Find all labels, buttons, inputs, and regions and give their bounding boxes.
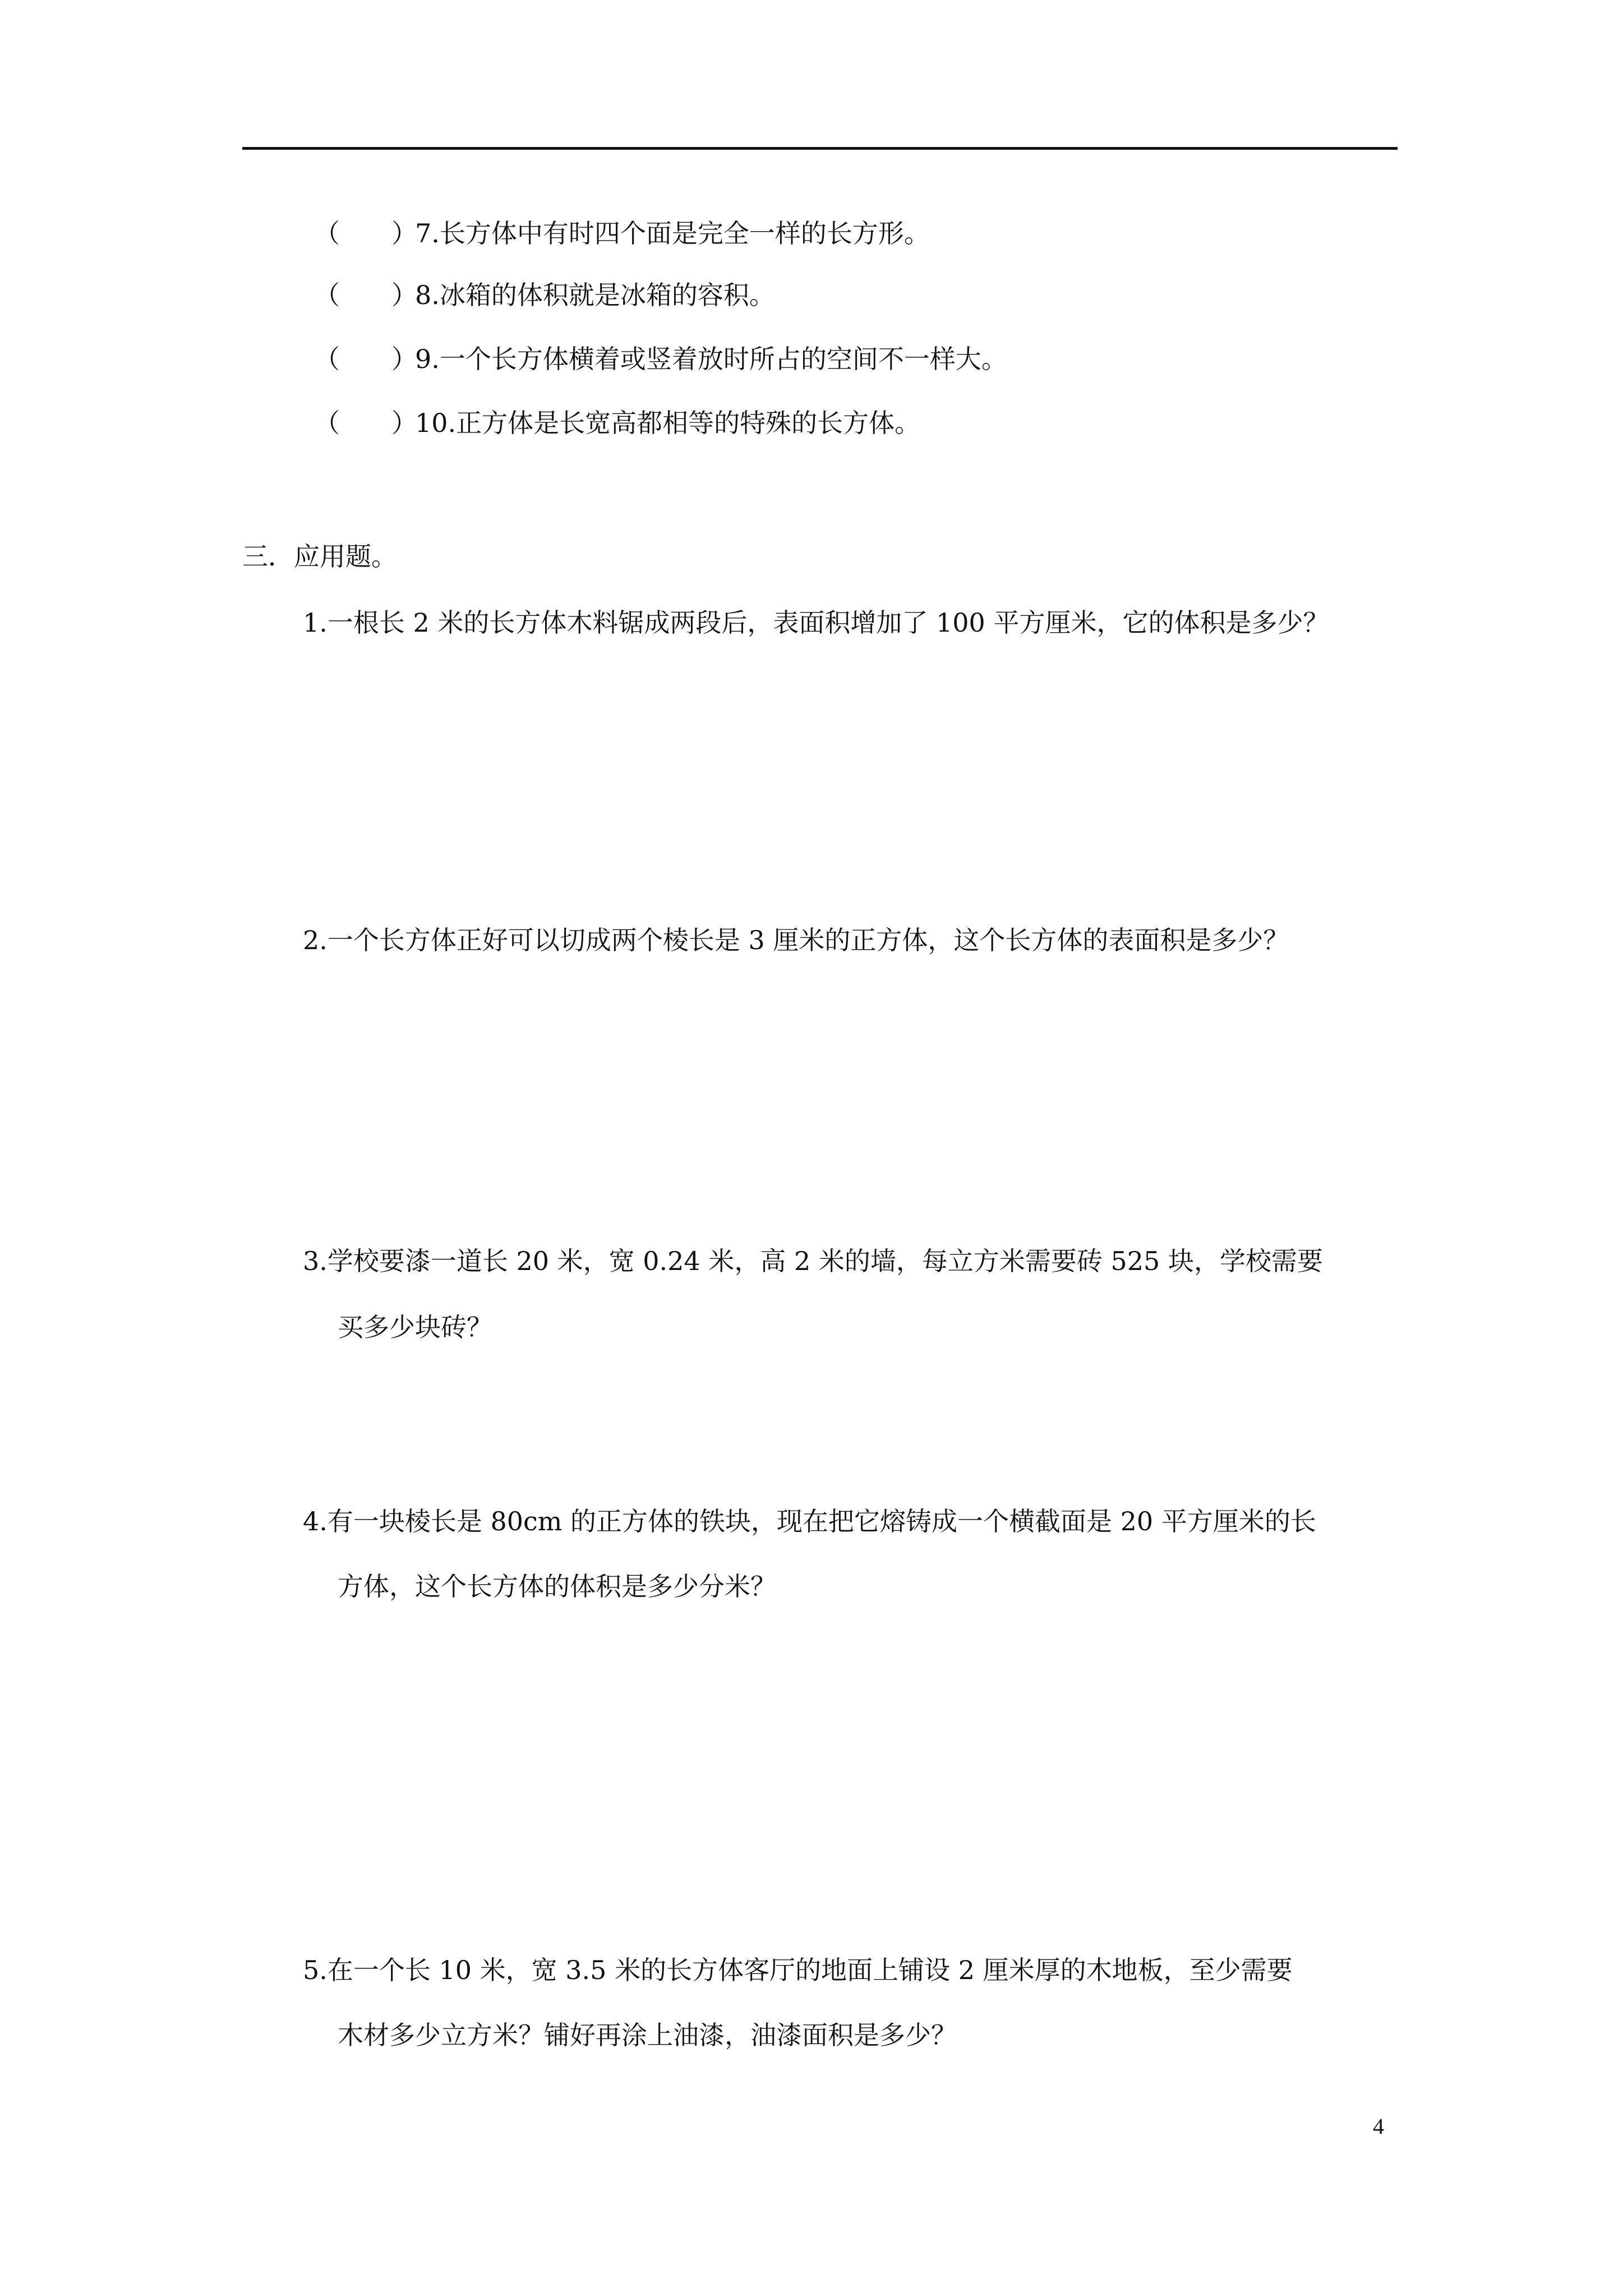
judgement-item-10 [314, 406, 920, 440]
answer-blank[interactable]: （ ） [314, 344, 417, 374]
question-3-continued: 买多少块砖？ [338, 1312, 492, 1342]
judgement-text: 8.冰箱的体积就是冰箱的容积。 [415, 280, 775, 310]
judgement-item-9 [314, 342, 1007, 376]
answer-blank[interactable]: （ ） [314, 218, 417, 249]
judgement-text: 9.一个长方体横着或竖着放时所占的空间不一样大。 [415, 344, 1007, 374]
judgement-text: 7.长方体中有时四个面是完全一样的长方形。 [415, 218, 930, 249]
section-title: 三．应用题。 [242, 541, 397, 572]
question-5: 5.在一个长 10 米，宽 3.5 米的长方体客厅的地面上铺设 2 厘米厚的木地板，至少需要 [303, 1955, 1293, 1985]
header-rule [242, 147, 1398, 150]
question-2: 2.一个长方体正好可以切成两个棱长是 3 厘米的正方体，这个长方体的表面积是多少？ [303, 925, 1289, 955]
question-3: 3.学校要漆一道长 20 米，宽 0.24 米，高 2 米的墙，每立方米需要砖 525 块，学校需要 [303, 1246, 1323, 1276]
question-5-continued: 木材多少立方米？铺好再涂上油漆，油漆面积是多少？ [338, 2020, 957, 2050]
judgement-text: 10.正方体是长宽高都相等的特殊的长方体。 [415, 408, 921, 438]
answer-blank[interactable]: （ ） [314, 280, 417, 310]
answer-blank[interactable]: （ ） [314, 408, 417, 438]
page-number: 4 [1373, 2114, 1384, 2139]
question-4: 4.有一块棱长是 80cm 的正方体的铁块，现在把它熔铸成一个横截面是 20 平方厘米的长 [303, 1506, 1316, 1536]
question-1: 1.一根长 2 米的长方体木料锯成两段后，表面积增加了 100 平方厘米，它的体积是多少？ [303, 608, 1329, 638]
judgement-item-8 [314, 278, 775, 312]
judgement-item-7 [314, 217, 930, 250]
question-4-continued: 方体，这个长方体的体积是多少分米？ [338, 1571, 776, 1602]
